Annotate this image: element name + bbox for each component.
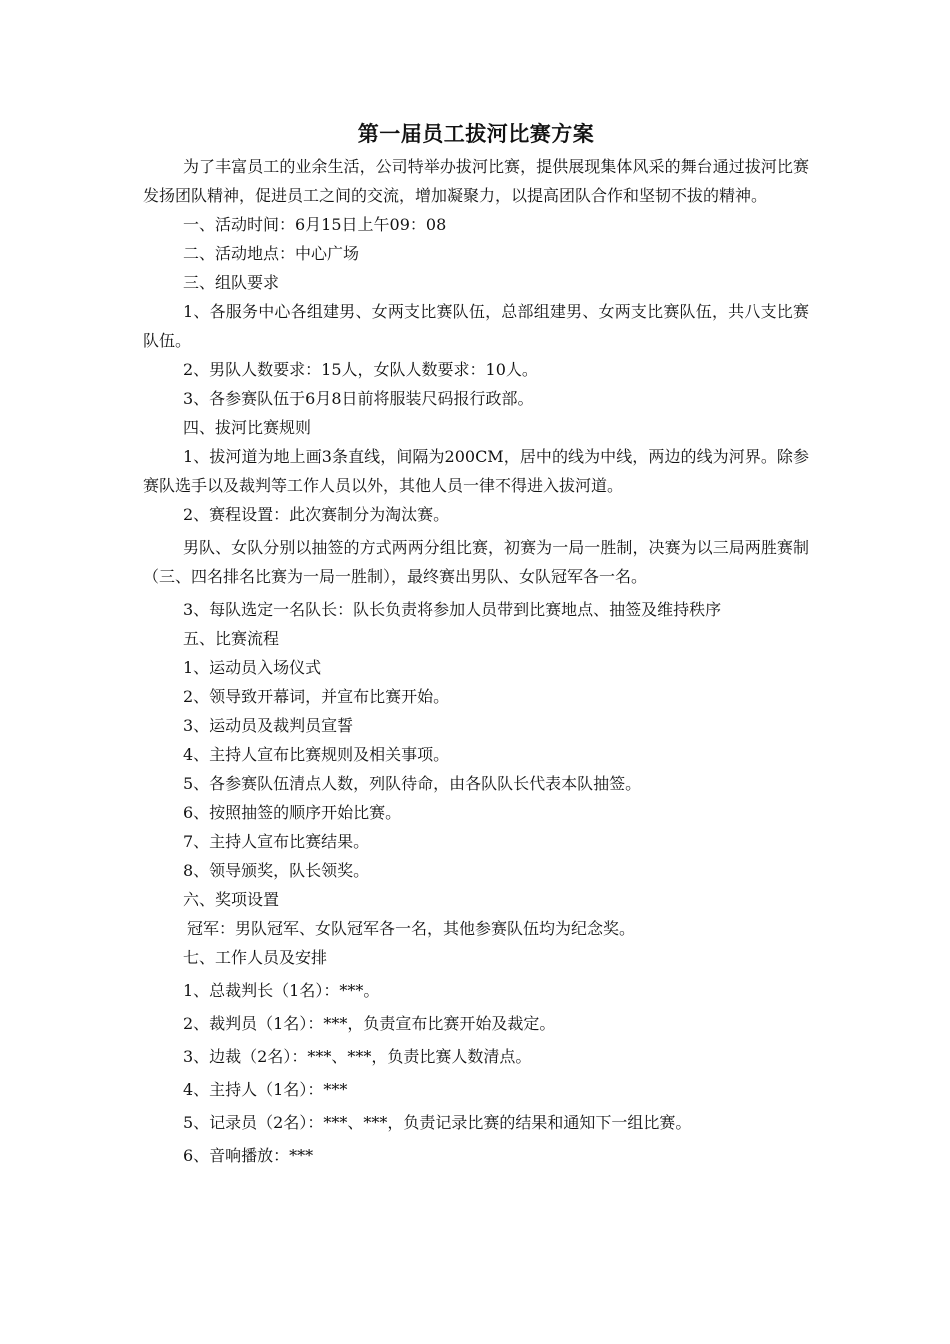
process-item-4: 4、主持人宣布比赛规则及相关事项。 <box>183 745 450 764</box>
process-item-6: 6、按照抽签的顺序开始比赛。 <box>183 803 402 822</box>
section-team-requirements: 三、组队要求 <box>183 273 280 292</box>
process-item-8: 8、领导颁奖，队长领奖。 <box>183 861 370 880</box>
process-item-3: 3、运动员及裁判员宣誓 <box>183 716 354 735</box>
process-item-1: 1、运动员入场仪式 <box>183 658 322 677</box>
rule-item-2: 2、赛程设置：此次赛制分为淘汰赛。 <box>183 505 450 524</box>
staff-item-4: 4、主持人（1名）：*** <box>183 1080 348 1099</box>
award-item-1: 冠军：男队冠军、女队冠军各一名，其他参赛队伍均为纪念奖。 <box>187 919 636 938</box>
staff-item-6: 6、音响播放：*** <box>183 1146 314 1165</box>
document-page <box>143 118 809 1170</box>
section-activity-location: 二、活动地点：中心广场 <box>183 244 360 263</box>
rule-item-2-detail: 男队、女队分别以抽签的方式两两分组比赛，初赛为一局一胜制，决赛为以三局两胜赛制（三、四名排名比赛为一局一胜制），最终赛出男队、女队冠军各一名。 <box>143 538 809 586</box>
section-awards: 六、奖项设置 <box>183 890 280 909</box>
process-item-5: 5、各参赛队伍清点人数，列队待命，由各队队长代表本队抽签。 <box>183 774 642 793</box>
team-requirement-item-1: 1、各服务中心各组建男、女两支比赛队伍，总部组建男、女两支比赛队伍，共八支比赛队伍。 <box>143 302 809 350</box>
section-activity-time: 一、活动时间：6月15日上午09：08 <box>183 215 447 234</box>
team-requirement-item-2: 2、男队人数要求：15人，女队人数要求：10人。 <box>183 360 538 379</box>
rule-item-1: 1、拔河道为地上画3条直线，间隔为200CM，居中的线为中线，两边的线为河界。除参赛队选手以及裁判等工作人员以外，其他人员一律不得进入拔河道。 <box>143 447 809 495</box>
section-rules: 四、拔河比赛规则 <box>183 418 312 437</box>
process-item-2: 2、领导致开幕词，并宣布比赛开始。 <box>183 687 450 706</box>
section-staff: 七、工作人员及安排 <box>183 948 328 967</box>
intro-paragraph: 为了丰富员工的业余生活，公司特举办拔河比赛，提供展现集体风采的舞台通过拔河比赛发扬团队精神，促进员工之间的交流，增加凝聚力，以提高团队合作和坚韧不拔的精神。 <box>143 157 809 205</box>
staff-item-1: 1、总裁判长（1名）：***。 <box>183 981 380 1000</box>
staff-item-2: 2、裁判员（1名）：***，负责宣布比赛开始及裁定。 <box>183 1014 556 1033</box>
rule-item-3: 3、每队选定一名队长：队长负责将参加人员带到比赛地点、抽签及维持秩序 <box>183 600 722 619</box>
team-requirement-item-3: 3、各参赛队伍于6月8日前将服装尺码报行政部。 <box>183 389 534 408</box>
staff-item-5: 5、记录员（2名）：***、***，负责记录比赛的结果和通知下一组比赛。 <box>183 1113 692 1132</box>
section-process: 五、比赛流程 <box>183 629 280 648</box>
staff-item-3: 3、边裁（2名）：***、***，负责比赛人数清点。 <box>183 1047 532 1066</box>
document-title: 第一届员工拔河比赛方案 <box>357 122 595 146</box>
process-item-7: 7、主持人宣布比赛结果。 <box>183 832 370 851</box>
